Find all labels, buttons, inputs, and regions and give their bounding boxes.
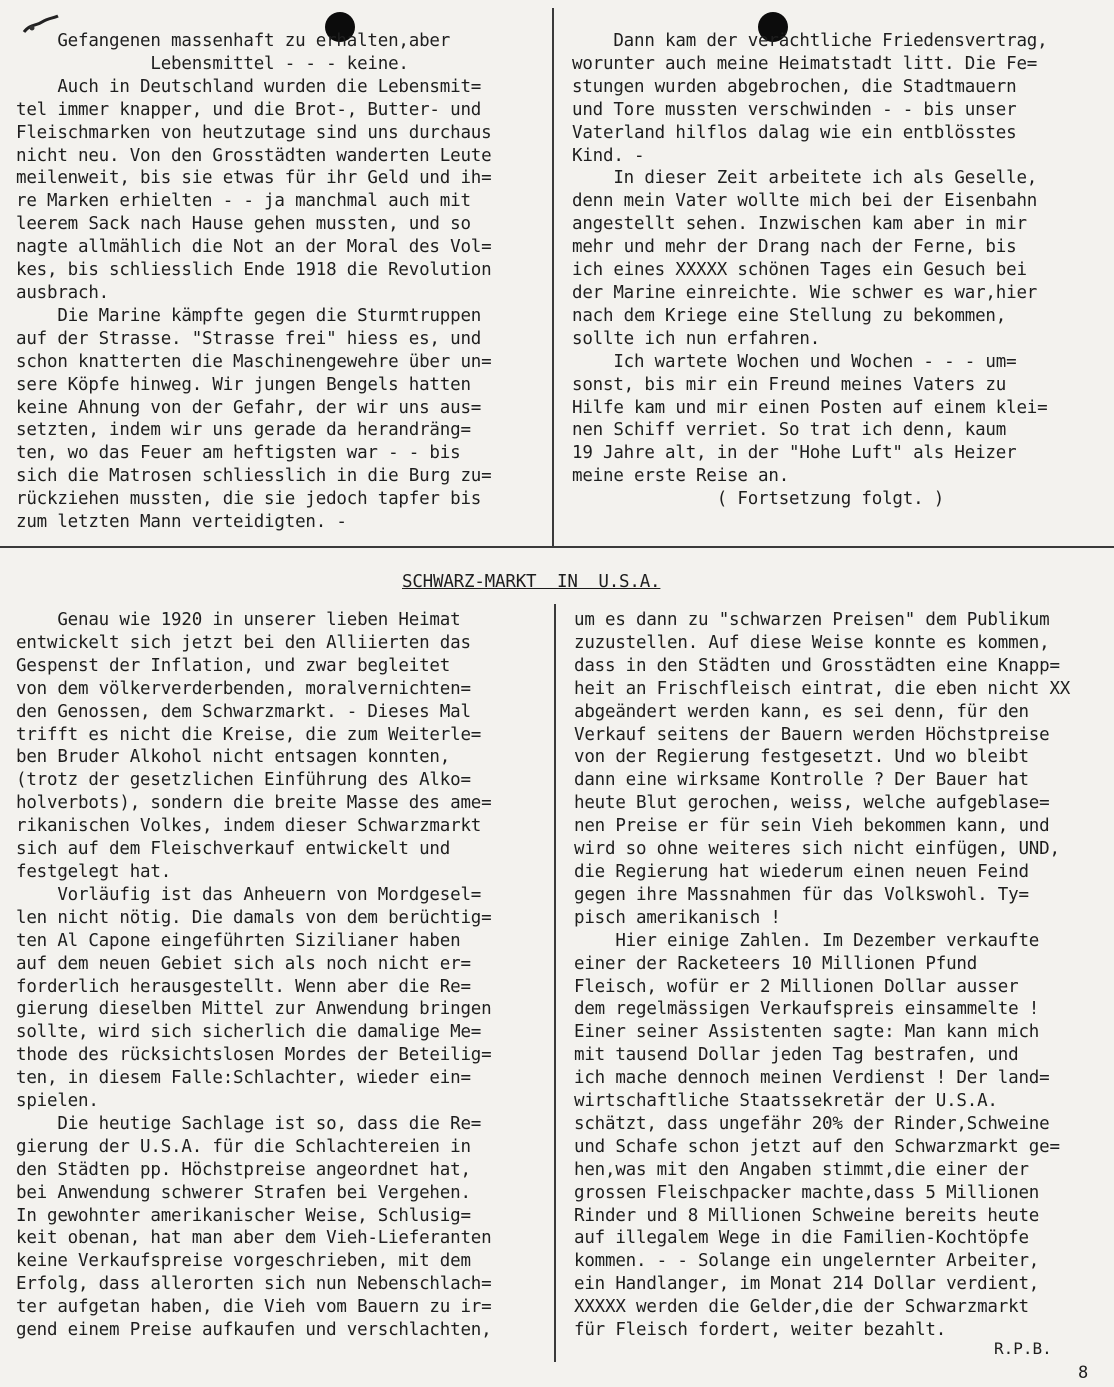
text-line: wird so ohne weiteres sich nicht einfügen, UND, [574,839,1060,860]
text-line: Die Marine kämpfte gegen die Sturmtruppen [16,305,482,326]
text-line: forderlich herausgestellt. Wenn aber die Re= [16,976,471,997]
text-line: Genau wie 1920 in unserer lieben Heimat [16,610,461,630]
text-line: meilenweit, bis sie etwas für ihr Geld und ih= [16,168,492,189]
text-line: wirtschaftliche Staatssekretär der U.S.A. [574,1091,998,1112]
text-line: Fleischmarken von heutzutage sind uns durchaus [16,122,492,143]
text-line: Vaterland hilflos dalag wie ein entblösstes [572,122,1017,143]
text-line: von dem völkerverderbenden, moralvernichten= [16,678,471,699]
text-line: ten, in diesem Falle:Schlachter, wieder ein= [16,1068,471,1089]
text-line: Gespenst der Inflation, und zwar begleitet [16,655,451,676]
text-line: rückziehen mussten, die sie jedoch tapfer bis [16,489,482,510]
text-line: re Marken erhielten - - ja manchmal auch mit [16,191,471,212]
text-line: grossen Fleischpacker machte,dass 5 Millionen [574,1182,1040,1203]
text-line: rikanischen Volkes, indem dieser Schwarzmarkt [16,816,482,837]
text-line: ich mache dennoch meinen Verdienst ! Der land= [574,1068,1050,1089]
text-line: heit an Frischfleisch eintrat, die eben nicht XX [574,678,1071,699]
text-line: dem regelmässigen Verkaufspreis einsammelte ! [574,999,1040,1020]
text-line: gend einem Preise aufkaufen und verschlachten, [16,1320,492,1341]
text-line: spielen. [16,1091,99,1112]
top-left-column [16,30,544,534]
text-line: kommen. - - Solange ein ungelernter Arbeiter, [574,1251,1040,1272]
text-line: Dann kam der verächtliche Friedensvertrag, [572,31,1048,51]
text-line: Erfolg, dass allerorten sich nun Nebenschlach= [16,1274,492,1295]
text-line: Hier einige Zahlen. Im Dezember verkaufte [574,930,1040,951]
text-line: mehr und mehr der Drang nach der Ferne, bis [572,237,1017,258]
text-line: mit tausend Dollar jeden Tag bestrafen, und [574,1045,1019,1066]
top-right-column [572,30,1112,511]
text-line: zuzustellen. Auf diese Weise konnte es kommen, [574,632,1050,653]
text-line: In dieser Zeit arbeitete ich als Geselle, [572,168,1038,189]
text-line: gegen ihre Massnahmen für das Volkswohl. Ty= [574,884,1029,905]
text-line: ein Handlanger, im Monat 214 Dollar verdient, [574,1274,1040,1295]
text-line: Auch in Deutschland wurden die Lebensmit= [16,76,482,97]
text-line: heute Blut gerochen, weiss, welche aufgeblase= [574,793,1050,814]
text-line: um es dann zu "schwarzen Preisen" dem Publikum [574,610,1050,630]
text-line: Kind. - [572,145,645,166]
text-line: schon knatterten die Maschinengewehre über un= [16,351,492,372]
text-line: gierung dieselben Mittel zur Anwendung bringen [16,999,492,1020]
text-line: trifft es nicht die Kreise, die zum Weiterle= [16,724,482,745]
text-line: einer der Racketeers 10 Millionen Pfund [574,953,978,974]
text-line: setzten, indem wir uns gerade da herandräng= [16,420,471,441]
text-line: nen Schiff verriet. So trat ich denn, kaum [572,420,1007,441]
text-line: Die heutige Sachlage ist so, dass die Re= [16,1113,482,1134]
text-line: für Fleisch fordert, weiter bezahlt. [574,1320,947,1341]
text-line: ten, wo das Feuer am heftigsten war - - bis [16,443,461,464]
author-signature: R.P.B. [994,1339,1052,1358]
text-line: ich eines XXXXX schönen Tages ein Gesuch bei [572,260,1027,281]
text-line: angestellt sehen. Inzwischen kam aber in mir [572,214,1027,235]
text-line: ter aufgetan haben, die Vieh vom Bauern zu ir= [16,1297,492,1318]
text-line: holverbots), sondern die breite Masse des ame= [16,793,492,814]
text-line: Ich wartete Wochen und Wochen - - - um= [572,351,1017,372]
section-divider [0,546,1114,548]
text-line: worunter auch meine Heimatstadt litt. Die Fe= [572,53,1038,74]
text-line: Vorläufig ist das Anheuern von Mordgesel= [16,884,482,905]
text-line: sollte ich nun erfahren. [572,328,821,349]
text-line: nagte allmählich die Not an der Moral des Vol= [16,237,492,258]
text-line: bei Anwendung schwerer Strafen bei Vergehen. [16,1182,471,1203]
text-line: Fleisch, wofür er 2 Millionen Dollar ausser [574,976,1019,997]
text-line: tel immer knapper, und die Brot-, Butter- und [16,99,482,120]
bottom-left-column [16,609,546,1342]
text-line: auf der Strasse. "Strasse frei" hiess es, und [16,328,482,349]
text-line: ausbrach. [16,282,110,303]
text-line: sich die Matrosen schliesslich in die Burg zu= [16,466,492,487]
text-line: Gefangenen massenhaft zu erhalten,aber [16,31,451,51]
text-line: thode des rücksichtslosen Mordes der Beteilig= [16,1045,492,1066]
page-number: 8 [1078,1363,1089,1383]
text-line: sere Köpfe hinweg. Wir jungen Bengels hatten [16,374,471,395]
text-line: auf illegalem Wege in die Familien-Kochtöpfe [574,1228,1029,1249]
text-line: Lebensmittel - - - keine. [16,53,409,74]
text-line: len nicht nötig. Die damals von dem berüchtig= [16,907,492,928]
text-line: denn mein Vater wollte mich bei der Eisenbahn [572,191,1038,212]
text-line: die Regierung hat wiederum einen neuen Feind [574,861,1029,882]
text-line: der Marine einreichte. Wie schwer es war,hier [572,282,1038,303]
text-line: und Tore mussten verschwinden - - bis unser [572,99,1017,120]
text-line: auf dem neuen Gebiet sich als noch nicht er= [16,953,471,974]
text-line: keit obenan, hat man aber dem Vieh-Lieferanten [16,1228,492,1249]
text-line: dann eine wirksame Kontrolle ? Der Bauer hat [574,770,1029,791]
text-line: von der Regierung festgesetzt. Und wo bleibt [574,747,1029,768]
text-line: leerem Sack nach Hause gehen mussten, und so [16,214,471,235]
text-line: schätzt, dass ungefähr 20% der Rinder,Schweine [574,1113,1050,1134]
section-title: SCHWARZ-MARKT IN U.S.A. [402,572,661,592]
text-line: Rinder und 8 Millionen Schweine bereits heute [574,1205,1040,1226]
text-line: sonst, bis mir ein Freund meines Vaters zu [572,374,1007,395]
text-line: XXXXX werden die Gelder,die der Schwarzmarkt [574,1297,1029,1318]
text-line: den Städten pp. Höchstpreise angeordnet hat, [16,1159,471,1180]
text-line: und Schafe schon jetzt auf den Schwarzmarkt ge= [574,1136,1060,1157]
text-line: den Genossen, dem Schwarzmarkt. - Dieses Mal [16,701,471,722]
text-line: 19 Jahre alt, in der "Hohe Luft" als Heizer [572,443,1017,464]
text-line: abgeändert werden kann, es sei denn, für den [574,701,1029,722]
top-column-divider [552,8,554,546]
bottom-column-divider [554,604,556,1362]
continuation-note: ( Fortsetzung folgt. ) [572,489,945,510]
bottom-right-column [574,609,1110,1342]
text-line: gierung der U.S.A. für die Schlachtereien in [16,1136,471,1157]
text-line: sollte, wird sich sicherlich die damalige Me= [16,1022,482,1043]
text-line: ben Bruder Alkohol nicht entsagen konnten, [16,747,451,768]
text-line: Hilfe kam und mir einen Posten auf einem klei= [572,397,1048,418]
text-line: Einer seiner Assistenten sagte: Man kann mich [574,1022,1040,1043]
text-line: nicht neu. Von den Grosstädten wanderten Leute [16,145,492,166]
text-line: Verkauf seitens der Bauern werden Höchstpreise [574,724,1050,745]
text-line: zum letzten Mann verteidigten. - [16,512,347,533]
text-line: meine erste Reise an. [572,466,790,487]
text-line: festgelegt hat. [16,861,172,882]
text-line: pisch amerikanisch ! [574,907,781,928]
text-line: hen,was mit den Angaben stimmt,die einer der [574,1159,1029,1180]
text-line: ten Al Capone eingeführten Sizilianer haben [16,930,461,951]
text-line: sich auf dem Fleischverkauf entwickelt und [16,839,451,860]
text-line: nach dem Kriege eine Stellung zu bekommen, [572,305,1007,326]
text-line: nen Preise er für sein Vieh bekommen kann, und [574,816,1050,837]
text-line: entwickelt sich jetzt bei den Alliierten das [16,632,471,653]
text-line: (trotz der gesetzlichen Einführung des Alko= [16,770,471,791]
text-line: keine Ahnung von der Gefahr, der wir uns aus= [16,397,482,418]
text-line: stungen wurden abgebrochen, die Stadtmauern [572,76,1017,97]
text-line: kes, bis schliesslich Ende 1918 die Revolution [16,260,492,281]
text-line: keine Verkaufspreise vorgeschrieben, mit dem [16,1251,471,1272]
text-line: dass in den Städten und Grosstädten eine Knapp= [574,655,1060,676]
text-line: In gewohnter amerikanischer Weise, Schlusig= [16,1205,471,1226]
